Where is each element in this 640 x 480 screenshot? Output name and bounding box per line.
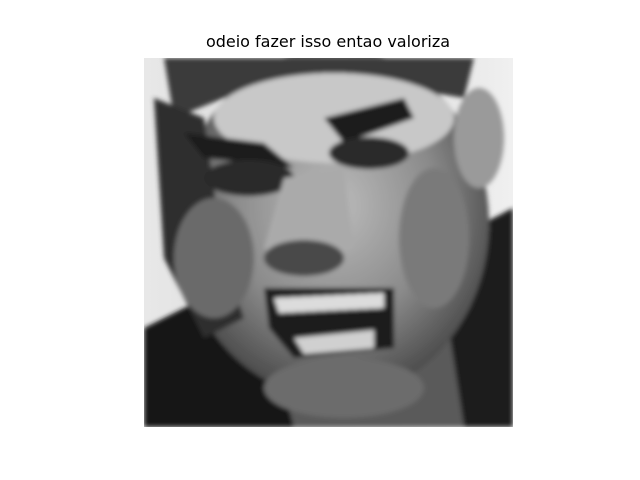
figure-title: odeio fazer isso entao valoriza — [205, 32, 451, 51]
face-image — [144, 58, 513, 427]
